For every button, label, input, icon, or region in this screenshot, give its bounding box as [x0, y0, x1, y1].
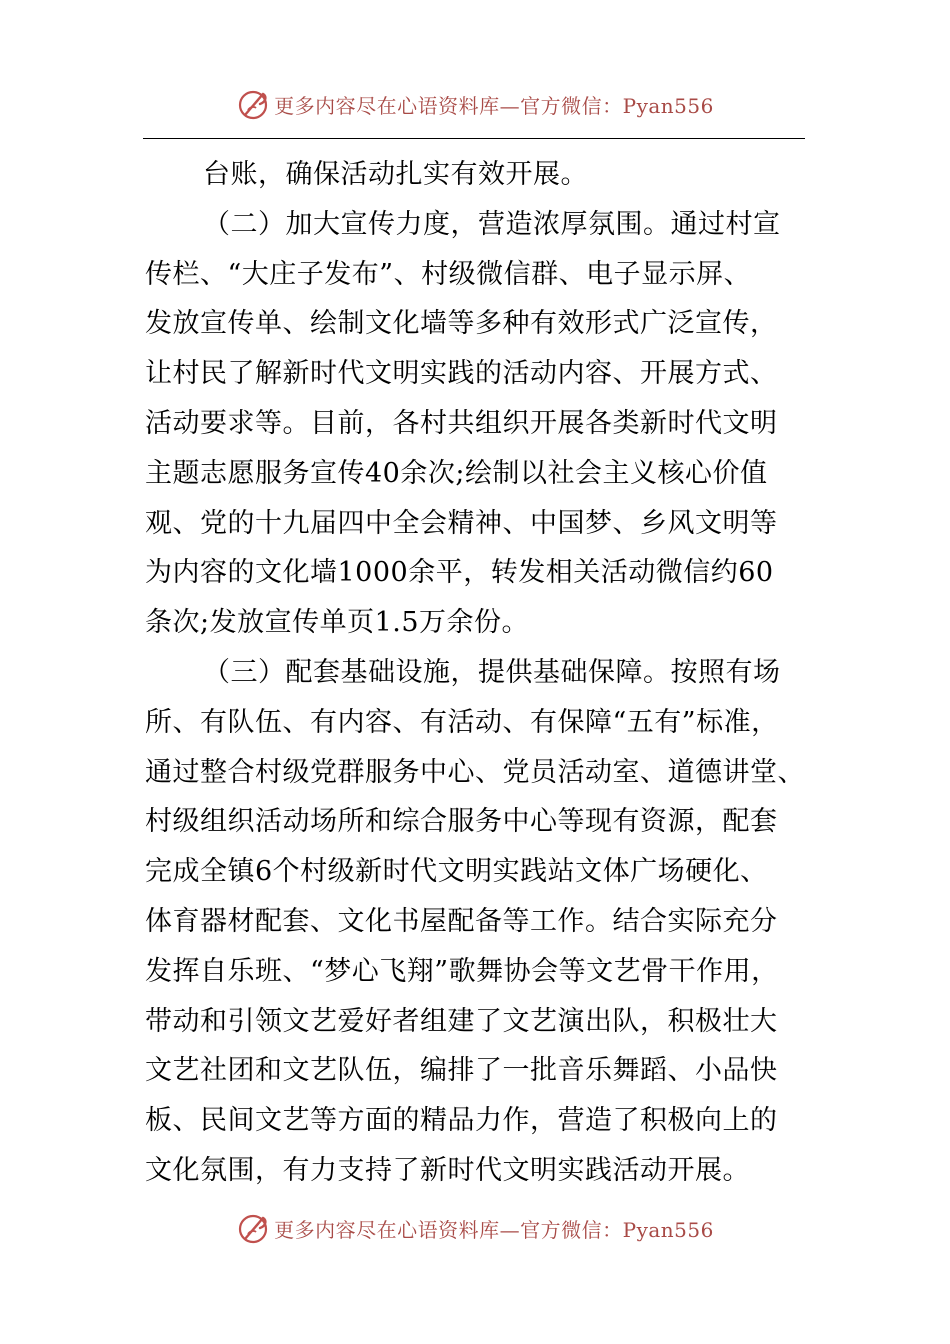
paragraph-3-start: （三）配套基础设施，提供基础保障。按照有场 [203, 656, 781, 688]
text-line: 带动和引领文艺爱好者组建了文艺演出队，积极壮大 [145, 1005, 778, 1037]
text-line: 体育器材配套、文化书屋配备等工作。结合实际充分 [145, 905, 778, 937]
text-line: 条次;发放宣传单页1.5万余份。 [145, 607, 530, 639]
paragraph-2-start: （二）加大宣传力度，营造浓厚氛围。通过村宣 [203, 208, 781, 240]
quill-logo-icon [236, 1210, 272, 1246]
text-line: 所、有队伍、有内容、有活动、有保障“五有”标准， [145, 706, 779, 738]
text-line: 发放宣传单、绘制文化墙等多种有效形式广泛宣传， [145, 308, 778, 340]
watermark-text: 更多内容尽在心语资料库—官方微信：Pyan556 [274, 93, 714, 118]
text-line: 发挥自乐班、“梦心飞翔”歌舞协会等文艺骨干作用， [145, 955, 779, 987]
text-line: 板、民间文艺等方面的精品力作，营造了积极向上的 [145, 1105, 778, 1137]
text-line: 让村民了解新时代文明实践的活动内容、开展方式、 [145, 358, 778, 390]
text-line: 台账，确保活动扎实有效开展。 [203, 159, 588, 190]
text-line: 传栏、“大庄子发布”、村级微信群、电子显示屏、 [145, 258, 752, 290]
footer-watermark [0, 1208, 950, 1248]
text-line: 观、党的十九届四中全会精神、中国梦、乡风文明等 [145, 507, 778, 539]
document-body [145, 150, 835, 1196]
text-line: 为内容的文化墙1000余平，转发相关活动微信约60 [145, 557, 774, 589]
text-line: 主题志愿服务宣传40余次;绘制以社会主义核心价值 [145, 457, 768, 489]
text-line: 完成全镇6个村级新时代文明实践站文体广场硬化、 [145, 856, 768, 888]
text-line: 文化氛围，有力支持了新时代文明实践活动开展。 [145, 1154, 750, 1186]
text-line: 通过整合村级党群服务中心、党员活动室、道德讲堂、 [145, 756, 805, 788]
quill-logo-icon [236, 86, 272, 122]
header-rule [143, 138, 805, 139]
watermark-text: 更多内容尽在心语资料库—官方微信：Pyan556 [274, 1217, 714, 1242]
header-watermark [0, 84, 950, 124]
text-line: 文艺社团和文艺队伍，编排了一批音乐舞蹈、小品快 [145, 1055, 778, 1087]
text-line: 活动要求等。目前，各村共组织开展各类新时代文明 [145, 407, 778, 439]
text-line: 村级组织活动场所和综合服务中心等现有资源，配套 [145, 806, 778, 838]
